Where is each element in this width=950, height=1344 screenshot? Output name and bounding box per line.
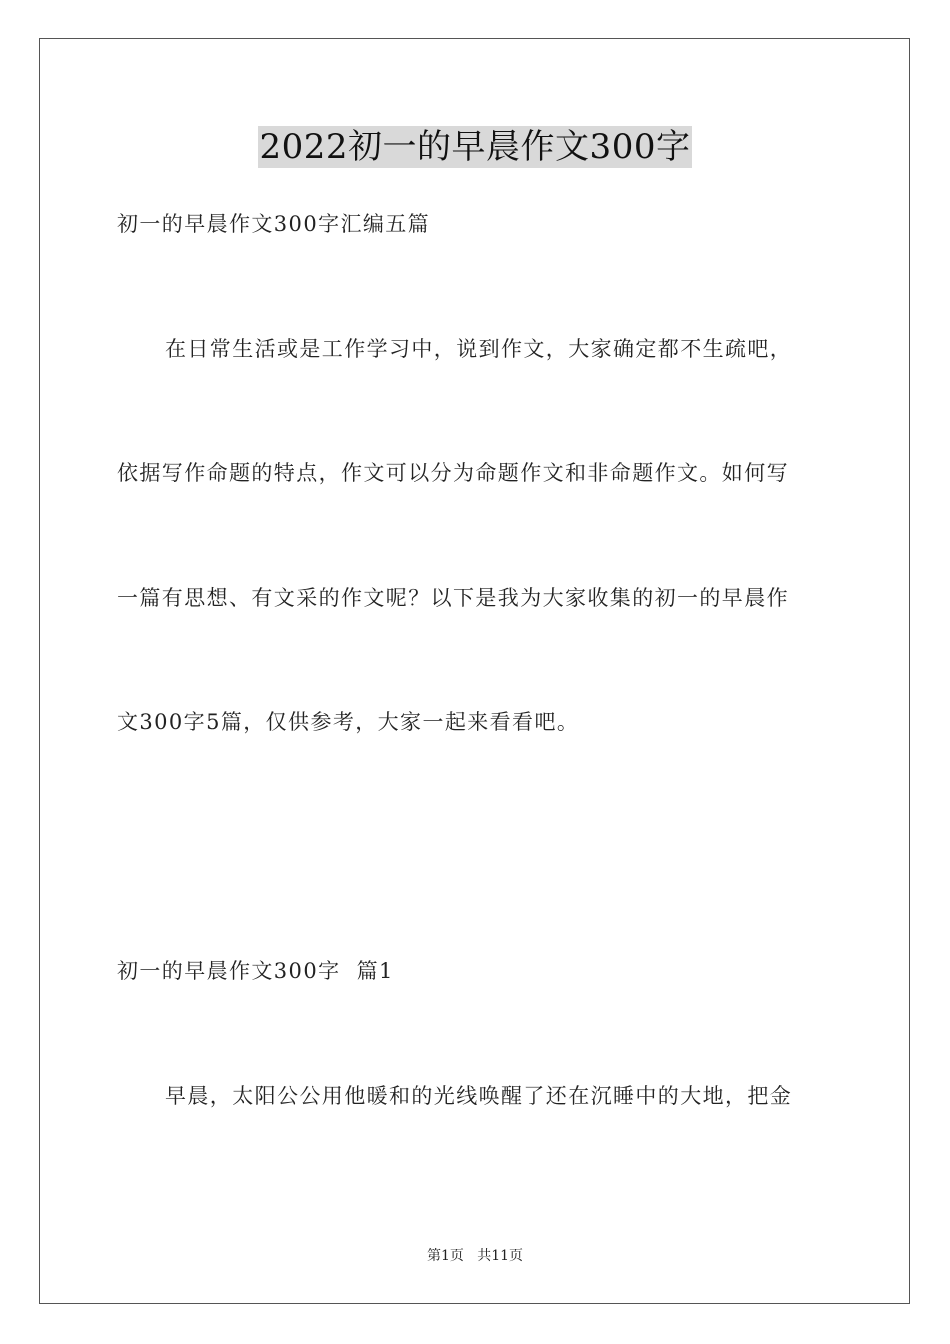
document-subtitle: 初一的早晨作文300字汇编五篇 [117,212,431,236]
intro-line-3: 一篇有思想、有文采的作文呢？以下是我为大家收集的初一的早晨作 [117,586,789,610]
document-title: 2022初一的早晨作文300字 [259,127,691,167]
title-container [0,126,950,168]
page-number-footer: 第1页 共11页 [426,1248,524,1264]
intro-line-2: 依据写作命题的特点，作文可以分为命题作文和非命题作文。如何写 [117,461,789,485]
intro-line-4: 文300字5篇，仅供参考，大家一起来看看吧。 [117,710,580,734]
section-heading: 初一的早晨作文300字 篇1 [117,959,394,983]
intro-line-1: 在日常生活或是工作学习中，说到作文，大家确定都不生疏吧， [165,337,793,361]
section-paragraph-line: 早晨，太阳公公用他暖和的光线唤醒了还在沉睡中的大地，把金 [165,1084,793,1108]
